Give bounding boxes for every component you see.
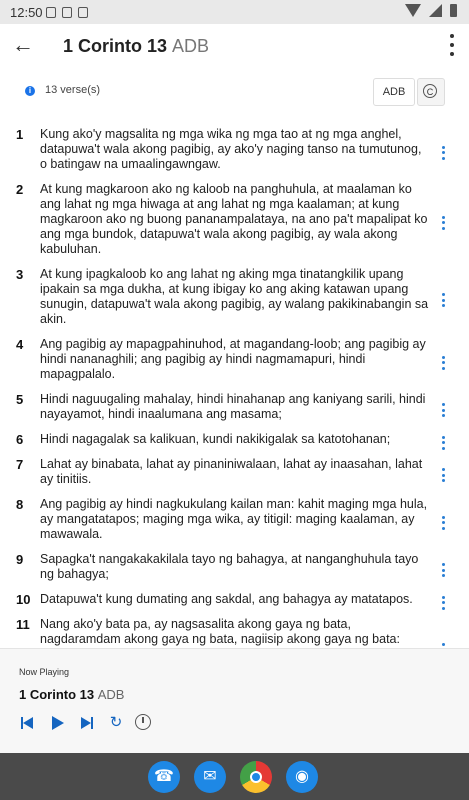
camera-app-icon[interactable]: ◉ — [286, 761, 318, 793]
system-nav-bar — [0, 753, 469, 800]
timer-button[interactable] — [135, 714, 155, 732]
now-playing-label: Now Playing — [19, 667, 70, 677]
now-playing-chapter: 1 Corinto 13 — [19, 687, 95, 702]
verse-number: 7 — [16, 457, 24, 472]
copyright-button[interactable] — [417, 78, 445, 106]
app-dock — [148, 761, 318, 793]
verse-text: Ang pagibig ay mapagpahinuhod, at magandang-loob; ang pagibig ay hindi nananaghili; ang pagibig ay hindi nagmamapuri, hindi mapagpalalo. — [40, 337, 426, 381]
verse-text: Datapuwa't kung dumating ang sakdal, ang bahagya ay matatapos. — [40, 592, 413, 606]
signal-icon — [429, 4, 442, 17]
battery-icon — [450, 4, 457, 17]
now-playing-title — [19, 687, 124, 702]
verse-number: 4 — [16, 337, 24, 352]
verse-menu-icon[interactable] — [438, 563, 448, 577]
verse-menu-icon[interactable] — [438, 403, 448, 417]
play-icon[interactable] — [48, 714, 68, 732]
back-arrow-icon[interactable]: ← — [12, 32, 34, 57]
version-button[interactable]: ADB — [373, 78, 415, 106]
notification-a-icon — [46, 7, 56, 18]
verse-row[interactable] — [0, 432, 469, 457]
app-bar — [0, 24, 469, 68]
now-playing-version: ADB — [97, 687, 125, 702]
player-controls — [19, 714, 155, 732]
verse-menu-icon[interactable] — [438, 356, 448, 370]
chrome-app-icon[interactable] — [240, 761, 272, 793]
verse-row[interactable] — [0, 592, 469, 617]
verse-menu-icon[interactable] — [438, 436, 448, 450]
verse-text: Hindi nagagalak sa kalikuan, kundi nakikigalak sa katotohanan; — [40, 432, 391, 446]
messages-app-icon[interactable]: ✉ — [194, 761, 226, 793]
verse-text: At kung ipagkaloob ko ang lahat ng aking mga tinatangkilik upang ipakain sa mga dukha, at kung ibigay ko ang aking katawan upang sunugin, datapuwa't wala akong pagibig, ay walang pakikinabangin sa akin. — [40, 267, 429, 326]
copyright-icon: C — [423, 84, 437, 98]
now-playing-panel — [0, 648, 469, 754]
skip-next-icon[interactable] — [77, 714, 97, 732]
wifi-icon — [405, 4, 421, 17]
skip-previous-icon[interactable] — [19, 714, 39, 732]
verse-text: Sapagka't nangakakakilala tayo ng bahagya, at nanganghuhula tayo ng bahagya; — [40, 552, 419, 581]
verse-row[interactable] — [0, 457, 469, 497]
verse-number: 1 — [16, 127, 24, 142]
verse-text: Hindi naguugaling mahalay, hindi hinahanap ang kaniyang sarili, hindi nayayamot, hindi inaalumana ang masama; — [40, 392, 426, 421]
verse-number: 6 — [16, 432, 24, 447]
verse-number: 11 — [16, 617, 30, 632]
verse-text: Nang ako'y bata pa, ay nagsasalita akong gaya ng bata, nagdaramdam akong gaya ng bata, nagiisip akong gaya ng bata: — [40, 617, 400, 646]
verse-row[interactable] — [0, 182, 469, 267]
verse-row[interactable] — [0, 337, 469, 392]
verse-number: 10 — [16, 592, 31, 607]
verse-text: Ang pagibig ay hindi nagkukulang kailan man: kahit maging mga hula, ay mangatatapos; maging mga wika, ay titigil: maging kaalaman, ay mawawala. — [40, 497, 428, 541]
verse-number: 2 — [16, 182, 24, 197]
verse-menu-icon[interactable] — [438, 596, 448, 610]
verse-number: 9 — [16, 552, 24, 567]
verse-row[interactable] — [0, 617, 469, 647]
verse-row[interactable] — [0, 497, 469, 552]
repeat-icon[interactable]: ↻ — [109, 714, 123, 731]
verse-number: 3 — [16, 267, 24, 282]
verse-number: 5 — [16, 392, 24, 407]
verse-menu-icon[interactable] — [438, 643, 448, 647]
status-bar — [0, 0, 469, 24]
verse-menu-icon[interactable] — [438, 216, 448, 230]
verse-count: 13 verse(s) — [45, 84, 101, 96]
verse-menu-icon[interactable] — [438, 468, 448, 482]
page-title — [63, 36, 209, 57]
info-bar — [0, 78, 469, 106]
verse-list — [0, 127, 469, 647]
verse-text: Lahat ay binabata, lahat ay pinaniniwalaan, lahat ay inaasahan, lahat ay tinitiis. — [40, 457, 423, 486]
info-icon: i — [25, 86, 35, 96]
timer-icon — [135, 714, 151, 730]
book-chapter-title: 1 Corinto 13 — [63, 36, 168, 56]
verse-row[interactable] — [0, 127, 469, 182]
verse-menu-icon[interactable] — [438, 516, 448, 530]
overflow-menu-icon[interactable] — [449, 34, 455, 56]
verse-text: Kung ako'y magsalita ng mga wika ng mga tao at ng mga anghel, datapuwa't wala akong pagibig, ay ako'y naging tanso na tumutunog, o batingaw na umaalingawngaw. — [40, 127, 422, 171]
sync-icon — [78, 7, 88, 18]
verse-menu-icon[interactable] — [438, 146, 448, 160]
version-label: ADB — [172, 36, 210, 56]
verse-row[interactable] — [0, 552, 469, 592]
phone-app-icon[interactable]: ☎ — [148, 761, 180, 793]
sd-card-icon — [62, 7, 72, 18]
verse-row[interactable] — [0, 267, 469, 337]
status-time: 12:50 — [10, 4, 43, 20]
verse-text: At kung magkaroon ako ng kaloob na panghuhula, at maalaman ko ang lahat ng mga hiwaga at ang lahat ng mga kaalaman; at kung magkaroon ako ng buong pananampalataya, na ano pa't mapalipat ko ang mga bundok, datapuwa't wala akong pagibig, ay wala akong kabuluhan. — [40, 182, 428, 256]
verse-row[interactable] — [0, 392, 469, 432]
verse-menu-icon[interactable] — [438, 293, 448, 307]
verse-number: 8 — [16, 497, 24, 512]
